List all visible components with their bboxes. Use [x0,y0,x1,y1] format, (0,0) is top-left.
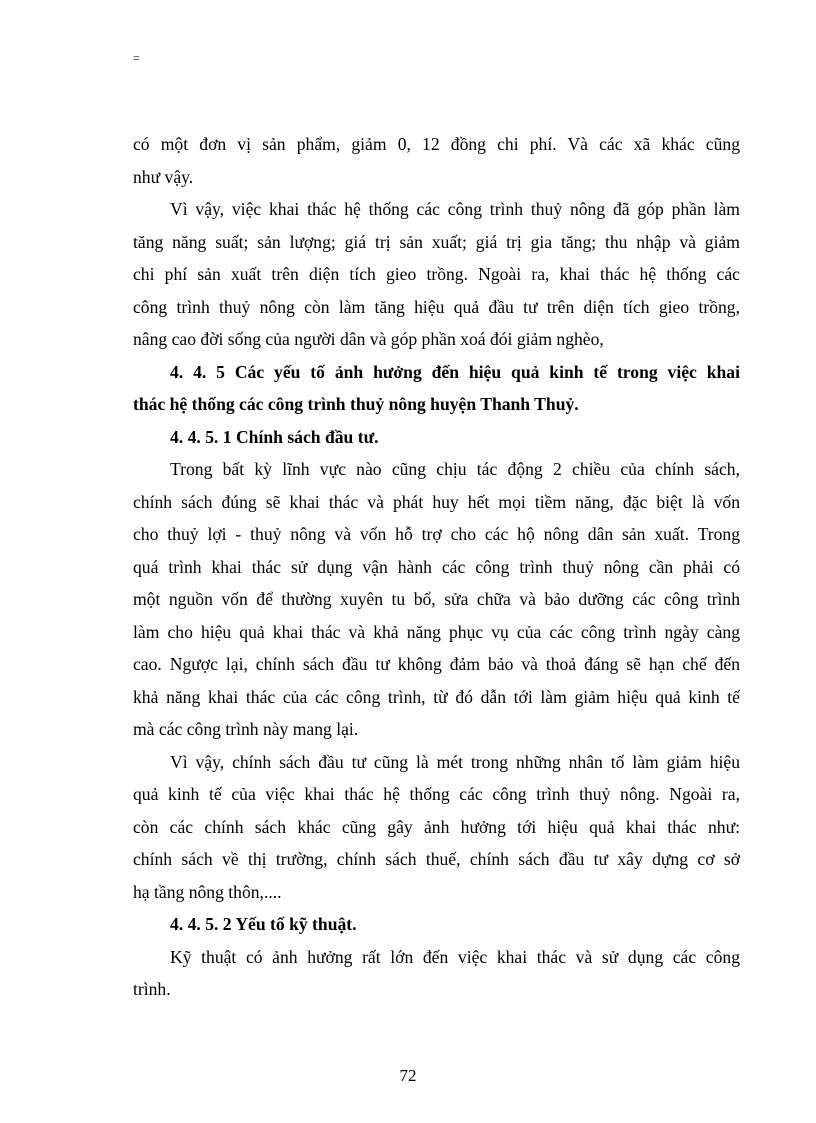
text-line: Vì vậy, chính sách đầu tư cũng là mét trong những nhân tố làm giảm hiệu [170,751,740,772]
text-line: khả năng khai thác của các công trình, từ đó dẫn tới làm giảm hiệu quả kinh tế [133,686,740,707]
text-line: quá trình khai thác sử dụng vận hành các công trình thuỷ nông cần phải có [133,556,740,577]
page-number: 72 [399,1066,417,1085]
text-line: trình. [133,979,171,999]
text-line: hạ tầng nông thôn,.... [133,881,282,902]
text-line: Kỹ thuật có ảnh hưởng rất lớn đến việc khai thác và sử dụng các công [170,946,740,967]
text-line: Vì vậy, việc khai thác hệ thống các công trình thuỷ nông đã góp phần làm [170,199,740,219]
text-line: như vậy. [133,166,194,187]
text-line: cho thuỷ lợi - thuỷ nông và vốn hỗ trợ cho các hộ nông dân sản xuất. Trong [133,524,740,544]
heading-line: thác hệ thống các công trình thuỷ nông huyện Thanh Thuỷ. [133,394,579,414]
text-line: chính sách đúng sẽ khai thác và phát huy hết mọi tiềm năng, đặc biệt là vốn [133,491,740,512]
text-line: Trong bất kỳ lĩnh vực nào cũng chịu tác động 2 chiều của chính sách, [170,459,740,479]
heading-line: 4. 4. 5. 1 Chính sách đầu tư. [170,426,379,447]
text-line: mà các công trình này mang lại. [133,719,359,739]
header-mark: = [133,51,140,65]
text-line: còn các chính sách khác cũng gây ảnh hưởng tới hiệu quả khai thác như: [133,816,740,837]
text-line: công trình thuỷ nông còn làm tăng hiệu quả đầu tư trên diện tích gieo trồng, [133,296,740,317]
text-line: chi phí sản xuất trên diện tích gieo trồng. Ngoài ra, khai thác hệ thống các [133,264,740,284]
text-line: cao. Ngược lại, chính sách đầu tư không đảm bảo và thoả đáng sẽ hạn chế đến [133,654,740,674]
text-line: làm cho hiệu quả khai thác và khả năng phục vụ của các công trình ngày càng [133,621,740,642]
text-line: nâng cao đời sống của người dân và góp phần xoá đói giảm nghèo, [133,329,604,349]
heading-line: 4. 4. 5. 2 Yếu tố kỹ thuật. [170,914,357,934]
text-line: quả kinh tế của việc khai thác hệ thống các công trình thuỷ nông. Ngoài ra, [133,784,740,804]
text-line: chính sách về thị trường, chính sách thuế, chính sách đầu tư xây dựng cơ sở [133,849,740,869]
text-line: một nguồn vốn để thường xuyên tu bổ, sửa chữa và bảo dưỡng các công trình [133,589,740,609]
text-line: tăng năng suất; sản lượng; giá trị sản xuất; giá trị gia tăng; thu nhập và giảm [133,231,740,252]
heading-line: 4. 4. 5 Các yếu tố ảnh hưởng đến hiệu quả kinh tế trong việc khai [170,361,740,382]
body-text [133,128,740,1006]
text-line: có một đơn vị sản phẩm, giảm 0, 12 đồng chi phí. Và các xã khác cũng [133,134,740,154]
